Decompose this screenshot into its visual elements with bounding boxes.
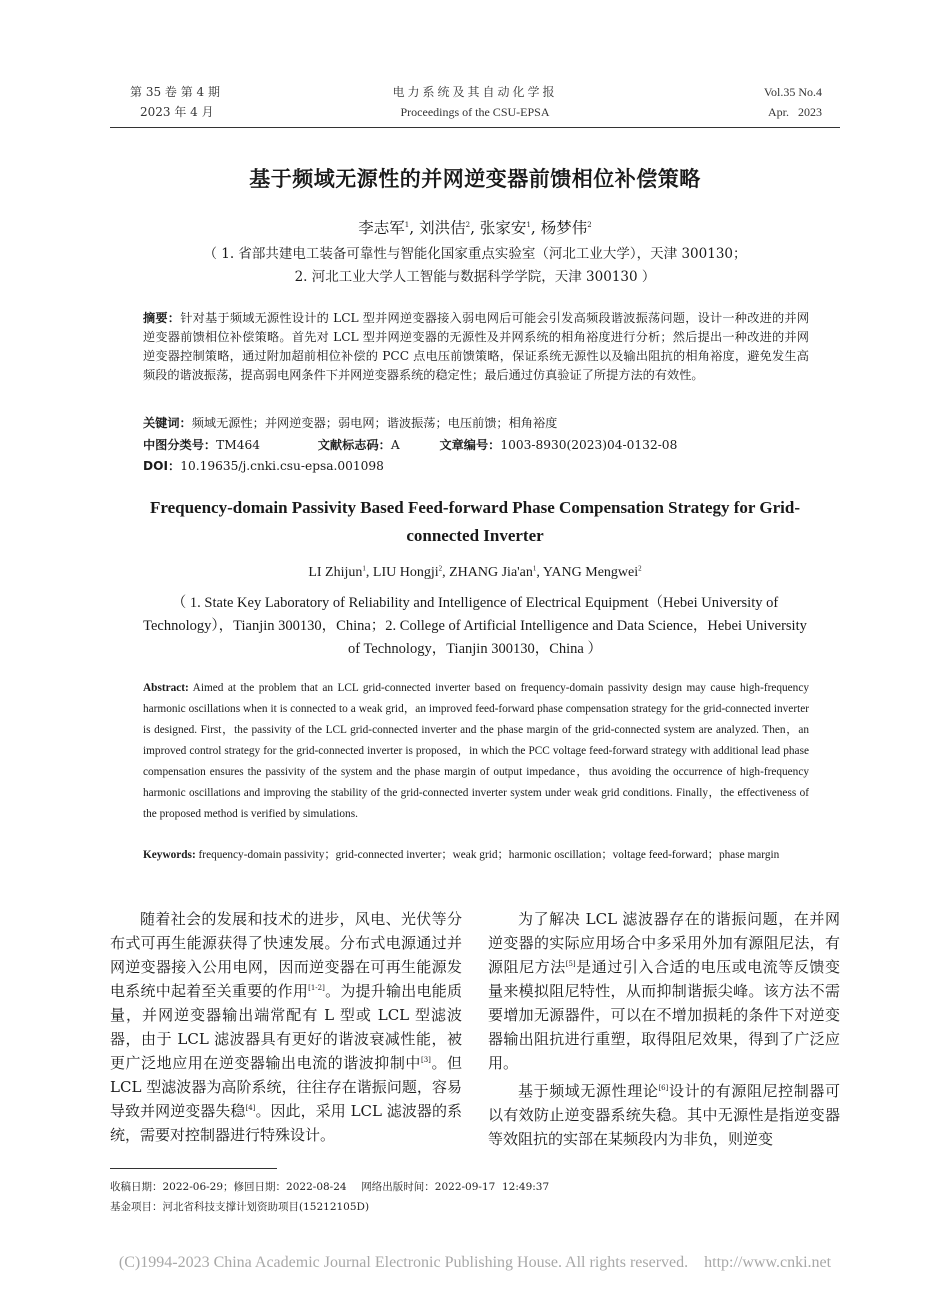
authors-en: LI Zhijun$^1$, LIU Hongji$^2$, ZHANG $Jia'an^1$, YANG Mengwei$^2$ (308, 564, 642, 580)
authors-cn: 李志军$^1$, 刘洪佶$^2$, 张家安$^1$, 杨梦伟$^2$ (358, 219, 592, 237)
author-cn: 杨梦伟 (540, 219, 588, 237)
keywords-cn-text: 频域无源性；并网逆变器；弱电网；谐波振荡；电压前馈；相角裕度 (191, 416, 558, 430)
body-left-column (110, 907, 462, 1147)
publication-date: 2023 年 4 月 (140, 105, 214, 119)
received-date: 2022-06-29 (162, 1181, 224, 1193)
author-en: YANG Mengwei (542, 565, 639, 580)
copyright-notice: (C)1994-2023 China Academic Journal Electronic Publishing House. All rights reserved. http://www.cnki.net (118, 1254, 832, 1271)
publication-date-en: Apr. 2023 (768, 105, 822, 119)
citation[interactable]: [3] (420, 1056, 431, 1064)
article-no-value: 1003-8930(2023)04-0132-08 (500, 438, 678, 452)
clc-value: TM464 (216, 438, 260, 452)
body-paragraph: 随着社会的发展和技术的进步，风电、光伏等分布式可再生能源获得了快速发展。分布式电源通过并网逆变器接入公用电网，因而逆变器在可再生能源发电系统中起着至关重要的作用[1-2]。为提升输出电能质量，并网逆变器输出端常配有 L 型或 LCL 型滤波器，由于 LCL 滤波器具有更好的谐波衰减性能，被更广泛地应用在逆变器输出电流的谐波抑制中[3]。但 LCL 型滤波器为高阶系统，往往存在谐振问题，容易导致并网逆变器失稳[4]。因此，采用 LCL 滤波器的系统，需要对控制器进行特殊设计。 (110, 910, 462, 1144)
volume-issue-en: Vol.35 No.4 (763, 85, 822, 99)
author-en: LI Zhijun (308, 565, 363, 580)
online-date: 2022-09-17 12:49:37 (434, 1181, 550, 1193)
title-en: Frequency-domain Passivity Based Feed-forward Phase Compensation Strategy for Grid- connected Inverter (149, 498, 801, 545)
citation[interactable]: [6] (658, 1084, 669, 1092)
author-en: ZHANG Jia'an (449, 565, 533, 580)
abstract-cn-label: 摘要： (143, 311, 181, 325)
citation[interactable]: [1-2] (308, 984, 325, 992)
fund-text: 河北省科技支撑计划资助项目(15212105D) (162, 1201, 370, 1213)
journal-name-en: Proceedings of the CSU-EPSA (400, 105, 550, 119)
header-rule (110, 127, 840, 128)
affiliation-cn-1: （ 1. 省部共建电工装备可靠性与智能化国家重点实验室（河北工业大学），天津 300130； (203, 246, 747, 262)
abstract-en (143, 678, 809, 825)
keywords-cn-label: 关键词： (143, 416, 192, 430)
body-paragraph: 为了解决 LCL 滤波器存在的谐振问题，在并网逆变器的实际应用场合中多采用外加有源阻尼法，有源阻尼方法[5]是通过引入合适的电压或电流等反馈变量来模拟阻尼特性，从而抑制谐振尖峰。该方法不需要增加无源器件，可以在不增加损耗的条件下对逆变器输出阻抗进行重塑，取得阻尼效果，得到了广泛应用。 (488, 910, 840, 1072)
abstract-cn-text: 针对基于频域无源性设计的 LCL 型并网逆变器接入弱电网后可能会引发高频段谐波振荡问题，设计一种改进的并网逆变器前馈相位补偿策略。首先对 LCL 型并网逆变器的无源性及并网系统的相角裕度进行分析；然后提出一种改进的并网逆变器控制策略，通过附加超前相位补偿的 PCC 点电压前馈策略，保证系统无源性以及输出阻抗的相角裕度，避免发生高频段的谐波振荡，提高弱电网条件下并网逆变器系统的稳定性；最后通过仿真验证了所提方法的有效性。 (143, 311, 810, 382)
abstract-en-label: Abstract: (143, 682, 189, 694)
keywords-en (143, 845, 809, 866)
body-paragraph: 基于频域无源性理论[6]设计的有源阻尼控制器可以有效防止逆变器系统失稳。其中无源性是指逆变器等效阻抗的实部在某频段内为非负，则逆变 (488, 1082, 840, 1148)
abstract-cn (143, 309, 809, 385)
doi-line (143, 457, 809, 476)
citation[interactable]: [4] (245, 1104, 256, 1112)
affiliation-en: （ 1. State Key Laboratory of Reliability and Intelligence of Electrical Equipment（Hebei University of Technology），Tianjin 300130，China；2. College of Artificial Intelligence and Data Science，Hebei University of Technology，Tianjin 300130，China ） (143, 595, 807, 657)
affiliation-cn-2: 2. 河北工业大学人工智能与数据科学学院，天津 300130 ） (294, 269, 656, 285)
keywords-en-label: Keywords: (143, 849, 196, 861)
page-title: 基于频域无源性的并网逆变器前馈相位补偿策略 (249, 167, 701, 191)
revised-date: 2022-08-24 (286, 1181, 347, 1193)
footnote-fund: 基金项目：河北省科技支撑计划资助项目(15212105D) (110, 1201, 370, 1213)
body-right-column (488, 907, 840, 1151)
clc-label: 中图分类号： (143, 438, 217, 452)
abstract-en-text: Aimed at the problem that an LCL grid-connected inverter based on frequency-domain passivity design may cause high-frequency harmonic oscillations when it is connected to a weak grid，an improved feed-forward phase compensation strategy for the grid-connected inverter is designed. First，the passivity of the LCL grid-connected inverter and the phase margin of the grid-connected system are analyzed. Then，an improved control strategy for the grid-connected inverter is proposed，in which the PCC voltage feed-forward strategy with additional lead phase compensation ensures the passivity of the system and the phase margin of output impedance，thus avoiding the occurrence of high-frequency harmonic oscillations and improving the stability of the grid-connected inverter system under weak grid conditions. Finally，the effectiveness of the proposed method is verified by simulations. (143, 682, 809, 820)
author-cn: 张家安 (479, 219, 527, 237)
article-no-label: 文章编号： (439, 438, 501, 452)
journal-name-cn: 电力系统及其自动化学报 (392, 85, 558, 99)
doc-code-label: 文献标志码： (317, 438, 391, 452)
doi-link[interactable]: 10.19635/j.cnki.csu-epsa.001098 (180, 459, 384, 473)
keywords-en-text: frequency-domain passivity；grid-connected inverter；weak grid；harmonic oscillation；voltage feed-forward；phase margin (198, 849, 780, 861)
footnote-rule (110, 1168, 277, 1169)
doi-label: DOI： (143, 459, 181, 473)
author-cn: 刘洪佶 (419, 219, 466, 237)
volume-issue: 第 35 卷 第 4 期 (130, 85, 220, 99)
author-en: LIU Hongji (372, 565, 439, 580)
classification-line (143, 436, 809, 455)
author-cn: 李志军 (358, 219, 405, 237)
footnote-dates: 收稿日期：2022-06-29；修回日期：2022-08-24 网络出版时间：2022-09-17 12:49:37 (110, 1181, 550, 1193)
citation[interactable]: [5] (565, 960, 576, 968)
doc-code-value: A (390, 438, 400, 452)
keywords-cn (143, 414, 809, 433)
